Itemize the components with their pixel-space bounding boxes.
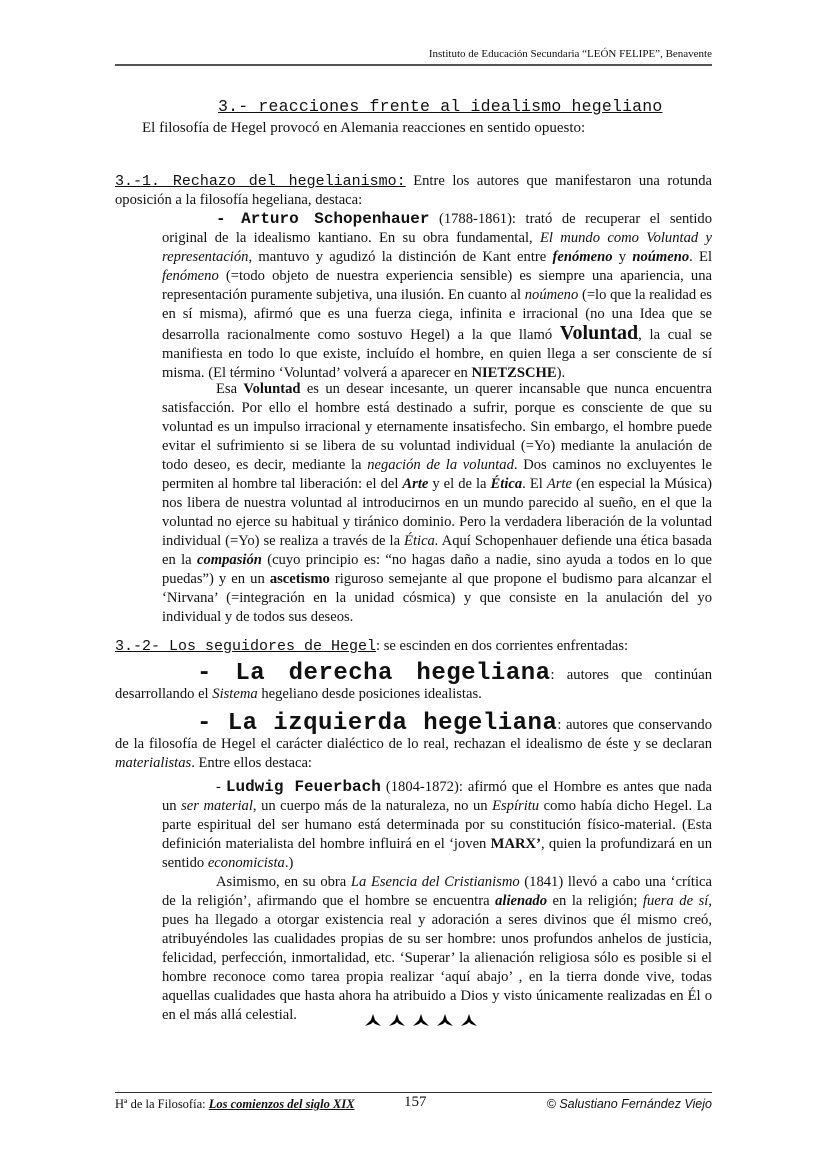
text-span: (1788-1861): trató de recuperar el sentido original de la idealismo kantiano. En su obra fundamental, [162,211,712,246]
term-etica-italic: Ética. [404,533,439,549]
dash: - [216,210,242,228]
text-span: , un cuerpo más de la naturaleza, no un [252,798,493,814]
section-2-intro [115,637,712,656]
term-etica: Ética [490,476,523,492]
term-arte: Arte [402,476,429,492]
term-ascetismo: ascetismo [269,571,330,587]
term-materialistas: materialistas [115,755,192,771]
ornament-divider [365,1012,485,1032]
section-2-heading: 3.-2- Los seguidores de Hegel [115,638,377,655]
text-span: (cuyo principio es: “no hagas daño a nadie, sino ayuda a todos en lo que puedas”) y en un [162,552,712,587]
term-ser-material: ser material [181,798,253,814]
text-span: : autores que conservando de la filosofía de Hegel el carácter dialéctico de lo real, rechazan el idealismo de éste y se declaran [115,717,712,752]
term-fuera-de-si: fuera de sí [642,893,709,909]
text-span: y [612,249,633,265]
author-name-feuerbach: Ludwig Feuerbach [225,778,381,796]
footer-course [115,1097,355,1112]
text-span: . Dos caminos no excluyentes le permiten al hombre tal liberación: el del [162,457,713,492]
term-economicista: economicista [207,855,285,871]
derecha-heading: - La derecha hegeliana [197,660,551,687]
page-title: 3.- reacciones frente al idealismo hegeliano [218,97,663,116]
derecha-paragraph [115,660,712,704]
author-name-schopenhauer: Arturo Schopenhauer [241,210,430,228]
dash: - [216,779,226,795]
ornament-icon [365,1013,483,1027]
term-espiritu: Espíritu [492,798,540,814]
intro-paragraph: El filosofía de Hegel provocó en Alemania reacciones en sentido opuesto: [142,120,586,136]
text-span: como había dicho Hegel. La parte espiritual del ser humano está determinada por su constitución físico-material. (Esta definición materialista del hombre influirá en el ‘joven [162,798,712,852]
term-arte-italic: Arte [546,476,572,492]
text-span: riguroso semejante al que propone el budismo para alcanzar el ‘Nirvana’ (=integración en la unidad cósmica) y que consiste en la anulación del yo individual y de todos sus deseos. [162,571,712,625]
text-span: . Entre ellos destaca: [191,755,312,771]
section-1-heading: 3.-1. Rechazo del hegelianismo: [115,173,406,190]
page-number: 157 [404,1094,427,1110]
text-span: , pues ha llegado a otorgar existencia real y adoración a seres divinos que él mismo creó, atribuyéndoles las cualidades propias de su ser hombre: unos profundos anhelos de justicia, felicidad, perfección, inmortalidad, etc. ‘Superar’ la alienación religiosa sólo es posible si el hombre reconoce como tarea propia realizar ‘aquí abajo’ , en la tierra donde vive, todas aquellas cualidades que hasta ahora ha atribuido a Dios y visto únicamente realizadas en Él o en el más allá celestial. [162,893,712,1023]
text-span: es un desear incesante, un querer incansable que nunca encuentra satisfacción. Por ello el hombre está destinado a sufrir, porque es consciente de que su voluntad es un impulso irracional y eternamente insatisfecho. Sin embargo, el hombre puede evitar el sufrimiento si se libera de su voluntad individual (=Yo) mediante la anulación de todo deseo, es decir, mediante la [162,381,712,473]
footer-author: © Salustiano Fernández Viejo [546,1097,712,1111]
term-fenomeno-italic: fenómeno [162,268,219,284]
page-header: Instituto de Educación Secundaria “LEÓN FELIPE”, Benavente [428,48,712,60]
text-span: , la cual se manifiesta en todo lo que existe, incluído el hombre, en quien llega a ser consciente de sí misma. (El término ‘Voluntad’ volverá a aparecer en [162,327,712,381]
term-voluntad: Voluntad [243,381,301,397]
text-span: (=todo objeto de nuestra experiencia sensible) es siempre una apariencia, una representación puramente subjetiva, una ilusión. En cuanto al [162,268,712,303]
name-nietzsche: NIETZSCHE [471,365,557,381]
footer-prefix: Hª de la Filosofía: [115,1097,209,1111]
schopenhauer-paragraph [162,210,712,383]
text-span: hegeliano desde posiciones idealistas. [257,686,482,702]
term-noumeno: noúmeno [632,249,690,265]
footer-rule [115,1092,712,1093]
term-compasion: compasión [197,552,262,568]
text-span: (en especial la Música) nos libera de nuestra voluntad al introducirnos en un mundo parecido al sueño, en el que la voluntad no ejerce su habitual y tiránico dominio. Pero la verdadera liberación de la voluntad individual (=Yo) se realiza a través de la [162,476,712,549]
voluntad-paragraph [162,380,712,627]
section-1-intro-text: Entre los autores que manifestaron una rotunda oposición a la filosofía hegeliana, destaca: [115,173,712,208]
footer-book-title: Los comienzos del siglo XIX [208,1097,355,1111]
text-span: . El [689,249,713,265]
text-span: (1804-1872): afirmó que el Hombre es antes que nada un [162,779,713,814]
header-rule [115,64,712,66]
work-title: La Esencia del Cristianismo [350,874,520,890]
feuerbach-paragraph [162,778,712,1025]
text-span: .) [284,855,294,871]
term-voluntad: Voluntad [559,322,639,344]
text-span: : autores que continúan desarrollando el [115,667,712,702]
term-noumeno-italic: noúmeno [524,287,579,303]
section-1-intro [115,172,712,210]
izquierda-heading: - La izquierda hegeliana [197,710,558,737]
text-span: (1841) llevó a cabo una ‘crítica de la religión’, afirmando que el hombre se encuentra [162,874,712,909]
text-span: , quien la profundizará en un sentido [162,836,713,871]
term-negacion: negación de la voluntad [367,457,514,473]
text-span: Esa [216,381,244,397]
text-span: ). [556,365,566,381]
term-alienado: alienado [495,893,547,909]
name-marx: MARX’ [490,836,541,852]
text-span: en la religión; [547,893,643,909]
text-span: y el de la [428,476,491,492]
term-sistema: Sistema [212,686,258,702]
text-span: Asimismo, en su obra [216,874,351,890]
text-span: Aquí Schopenhauer defiende una ética basada en la [162,533,713,568]
section-2-intro-text: : se escinden en dos corrientes enfrentadas: [376,638,629,654]
text-span: , mantuvo y agudizó la distinción de Kant entre [248,249,553,265]
term-fenomeno: fenómeno [552,249,613,265]
work-title: El mundo como Voluntad y representación [162,230,712,265]
text-span: (=lo que la realidad es en sí misma), afirmó que es una fuerza ciega, infinita e irracional (no una Idea que se desarrolla racionalmente como sostuvo Hegel) a la que llamó [162,287,712,343]
text-span: . El [522,476,547,492]
izquierda-paragraph [115,710,712,773]
